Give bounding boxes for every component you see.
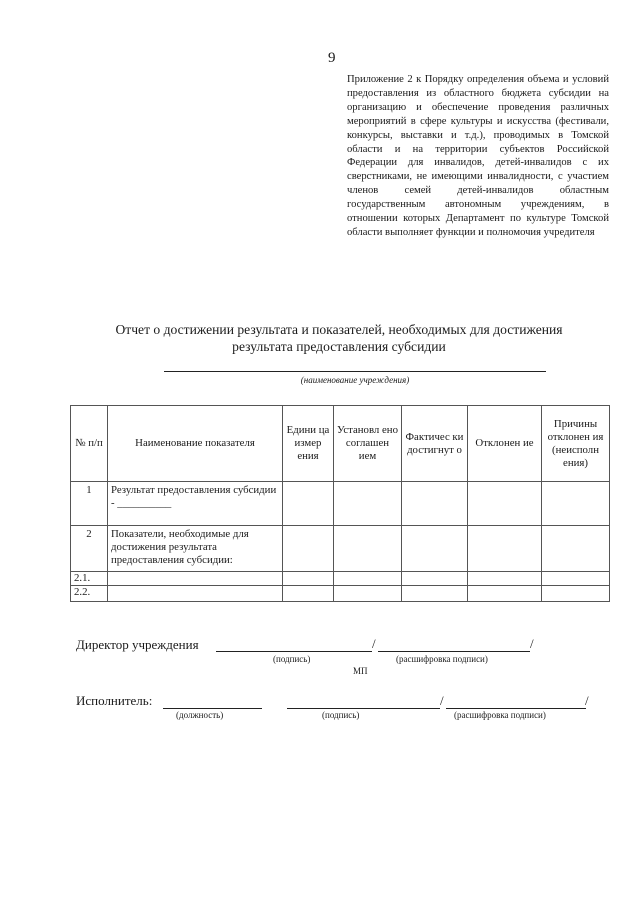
cell-deviation[interactable] [468, 526, 542, 572]
cell-reasons[interactable] [542, 526, 610, 572]
institution-caption: (наименование учреждения) [300, 375, 410, 385]
cell-actual[interactable] [402, 526, 468, 572]
cell-name[interactable] [108, 586, 283, 602]
cell-deviation[interactable] [468, 572, 542, 586]
cell-reasons[interactable] [542, 586, 610, 602]
header-reasons: Причины отклонен ия (неисполн ения) [542, 406, 610, 482]
cell-unit[interactable] [283, 586, 334, 602]
header-unit: Едини ца измер ения [283, 406, 334, 482]
cell-established[interactable] [334, 482, 402, 526]
header-established: Установл ено соглашен ием [334, 406, 402, 482]
header-name: Наименование показателя [108, 406, 283, 482]
cell-established[interactable] [334, 526, 402, 572]
cell-established[interactable] [334, 586, 402, 602]
table-row [71, 482, 610, 526]
table-row [71, 572, 610, 586]
director-signature-field[interactable] [216, 651, 372, 652]
table-row [71, 586, 610, 602]
stamp-label: МП [353, 666, 368, 676]
director-decode-field[interactable] [378, 651, 530, 652]
cell-deviation[interactable] [468, 586, 542, 602]
director-decode-caption: (расшифровка подписи) [396, 654, 488, 664]
cell-reasons[interactable] [542, 572, 610, 586]
row-name: Результат предоставления субсидии - __________ [108, 482, 283, 526]
header-num: № п/п [71, 406, 108, 482]
report-title [70, 321, 608, 355]
slash-separator: / [585, 693, 589, 708]
director-signature-caption: (подпись) [273, 654, 311, 664]
row-num: 1 [71, 482, 108, 526]
cell-unit[interactable] [283, 526, 334, 572]
row-num: 2 [71, 526, 108, 572]
executor-position-caption: (должность) [176, 710, 224, 720]
row-num: 2.1. [71, 572, 108, 586]
cell-unit[interactable] [283, 572, 334, 586]
executor-label: Исполнитель: [76, 693, 153, 708]
report-title-line-2: результата предоставления субсидии [232, 339, 446, 354]
cell-name[interactable] [108, 572, 283, 586]
table-row [71, 526, 610, 572]
executor-signature-caption: (подпись) [322, 710, 360, 720]
row-name: Показатели, необходимые для достижения результата предоставления субсидии: [108, 526, 283, 572]
executor-decode-field[interactable] [446, 708, 586, 709]
header-deviation: Отклонен ие [468, 406, 542, 482]
cell-unit[interactable] [283, 482, 334, 526]
report-table [70, 405, 610, 602]
cell-actual[interactable] [402, 586, 468, 602]
director-label: Директор учреждения [76, 637, 199, 652]
executor-position-field[interactable] [163, 708, 262, 709]
cell-established[interactable] [334, 572, 402, 586]
header-actual: Фактичес ки достигнут о [402, 406, 468, 482]
slash-separator: / [530, 636, 534, 651]
row-num: 2.2. [71, 586, 108, 602]
institution-name-field[interactable] [164, 371, 546, 372]
cell-actual[interactable] [402, 482, 468, 526]
slash-separator: / [372, 636, 376, 651]
slash-separator: / [440, 693, 444, 708]
executor-signature-field[interactable] [287, 708, 440, 709]
page-number: 9 [328, 50, 336, 66]
cell-reasons[interactable] [542, 482, 610, 526]
appendix-header: Приложение 2 к Порядку определения объема и условий предоставления из областного бюджета субсидии на организацию и обеспечение проведения различных мероприятий в сфере культуры и искусства (фестивали, конкурсы, выставки и т.д.), проводимых в Томской области и на территории субъектов Российской Федерации для инвалидов, детей-инвалидов с их сверстниками, не имеющими инвалидности, с участием членов семей детей-инвалидов областным государственным автономным учреждениям, в отношении которых Департамент по культуре Томской области выполняет функции и полномочия учредителя [347, 74, 609, 238]
cell-actual[interactable] [402, 572, 468, 586]
report-title-line-1: Отчет о достижении результата и показателей, необходимых для достижения [115, 322, 563, 337]
executor-decode-caption: (расшифровка подписи) [454, 710, 546, 720]
table-header-row [71, 406, 610, 482]
cell-deviation[interactable] [468, 482, 542, 526]
